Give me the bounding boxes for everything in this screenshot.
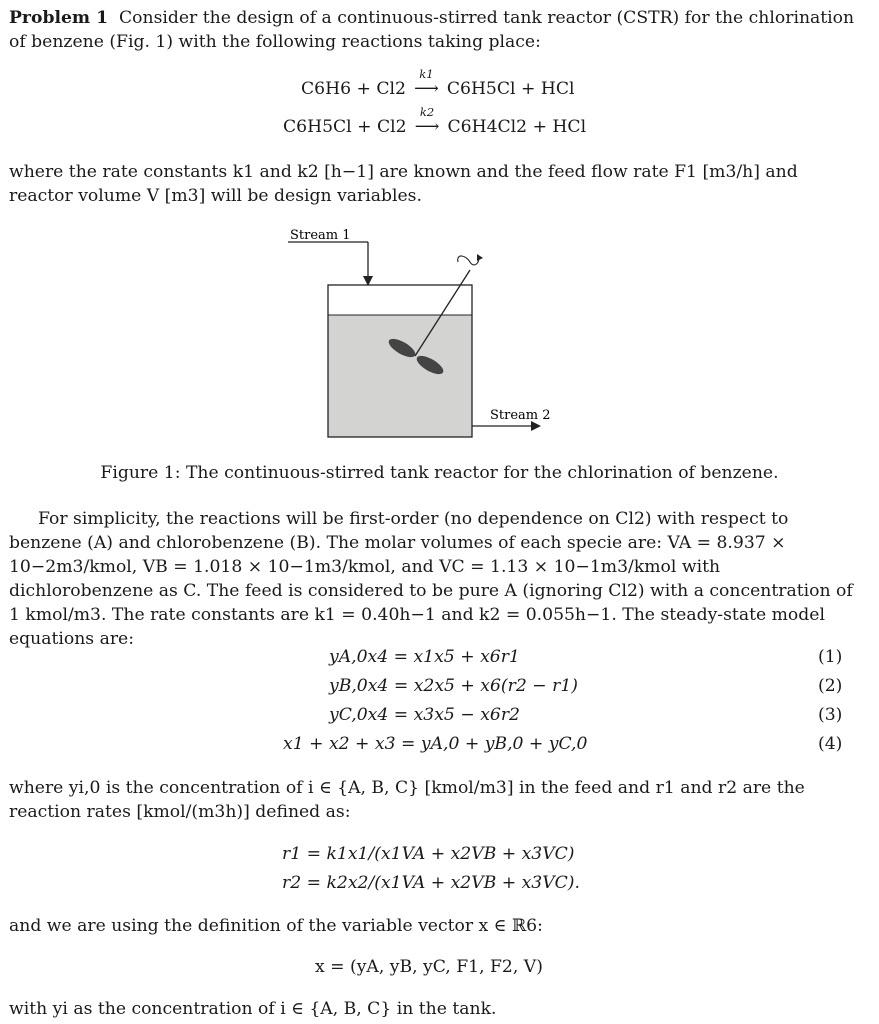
reaction-2-left: C6H5Cl + Cl2 [283, 117, 407, 137]
model-equation-4: x1 + x2 + x3 = yA,0 + yB,0 + yC,0 [283, 734, 588, 754]
rate-equation-1: r1 = k1x1/(x1VA + x2VB + x3VC) [282, 844, 575, 864]
where-paragraph: where yi,0 is the concentration of i ∈ {A, B, C} [kmol/m3] in the feed and r1 and r2 are the reaction rates [kmol/(m3h)] defined as: [9, 778, 805, 822]
intro-paragraph [9, 6, 859, 54]
equation-rhs: x1x5 + x6r1 [413, 647, 520, 667]
model-equation-1: yA,0x4 = x1x5 + x6r1 [329, 647, 520, 667]
model-equation-2: yB,0x4 = x2x5 + x6(r2 − r1) [329, 676, 578, 696]
rate-constants-paragraph: where the rate constants k1 and k2 [h−1] are known and the feed flow rate F1 [m3/h] and reactor volume V [m3] will be design variables. [9, 162, 798, 206]
reaction-2 [283, 105, 587, 137]
tank-liquid [328, 315, 472, 437]
intro-text: Consider the design of a continuous-stirred tank reactor (CSTR) for the chlorination of benzene (Fig. 1) with the following reactions taking place: [9, 8, 855, 52]
reaction-1-left: C6H6 + Cl2 [301, 79, 406, 99]
equation-rhs: x3x5 − x6r2 [413, 705, 520, 725]
vector-paragraph: and we are using the definition of the variable vector x ∈ ℝ6: [9, 916, 543, 936]
equation-lhs: x1 + x2 + x3 [283, 734, 396, 754]
equation-number: (1) [818, 647, 843, 667]
reaction-1-right: C6H5Cl + HCl [446, 79, 575, 99]
reaction-arrow: k2 ⟶ [412, 117, 442, 137]
equation-number: (4) [818, 734, 843, 754]
simplicity-paragraph: For simplicity, the reactions will be first-order (no dependence on Cl2) with respect to benzene (A) and chlorobenzene (B). The molar volumes of each specie are: VA = 8.937 × 10−2m3/kmol, VB = 1.018 × 10−1m3/kmol, and VC = 1.13 × 10−1m3/kmol with dichlorobenzene as C. The feed is considered to be pure A (ignoring Cl2) with a concentration of 1 kmol/m3. The rate constants are k1 = 0.40h−1 and k2 = 0.055h−1. The steady-state model equations are: [9, 509, 853, 649]
figure-caption: Figure 1: The continuous-stirred tank reactor for the chlorination of benzene. [100, 463, 779, 483]
reaction-2-right: C6H4Cl2 + HCl [447, 117, 587, 137]
equation-lhs: yA,0x4 [329, 647, 389, 667]
vector-definition: x = (yA, yB, yC, F1, F2, V) [315, 957, 543, 977]
rotation-arrowhead [477, 254, 483, 261]
reaction-arrow: k1 ⟶ [411, 79, 441, 99]
equation-lhs: yB,0x4 [329, 676, 389, 696]
equation-number: (3) [818, 705, 843, 725]
rate-constant-label: k1 [419, 67, 434, 81]
cstr-figure [280, 222, 570, 442]
rotation-icon [458, 256, 479, 265]
final-paragraph: with yi as the concentration of i ∈ {A, B, C} in the tank. [9, 999, 497, 1019]
problem-label: Problem 1 [9, 8, 109, 28]
equation-lhs: yC,0x4 [329, 705, 389, 725]
equation-rhs: x2x5 + x6(r2 − r1) [413, 676, 578, 696]
model-equation-3: yC,0x4 = x3x5 − x6r2 [329, 705, 520, 725]
equation-number: (2) [818, 676, 843, 696]
stream-1-label: Stream 1 [290, 228, 351, 243]
reaction-1 [301, 67, 575, 99]
rate-equation-2: r2 = k2x2/(x1VA + x2VB + x3VC). [282, 873, 580, 893]
equation-rhs: yA,0 + yB,0 + yC,0 [420, 734, 588, 754]
rate-constant-label: k2 [419, 105, 435, 119]
stream-2-label: Stream 2 [490, 408, 551, 423]
